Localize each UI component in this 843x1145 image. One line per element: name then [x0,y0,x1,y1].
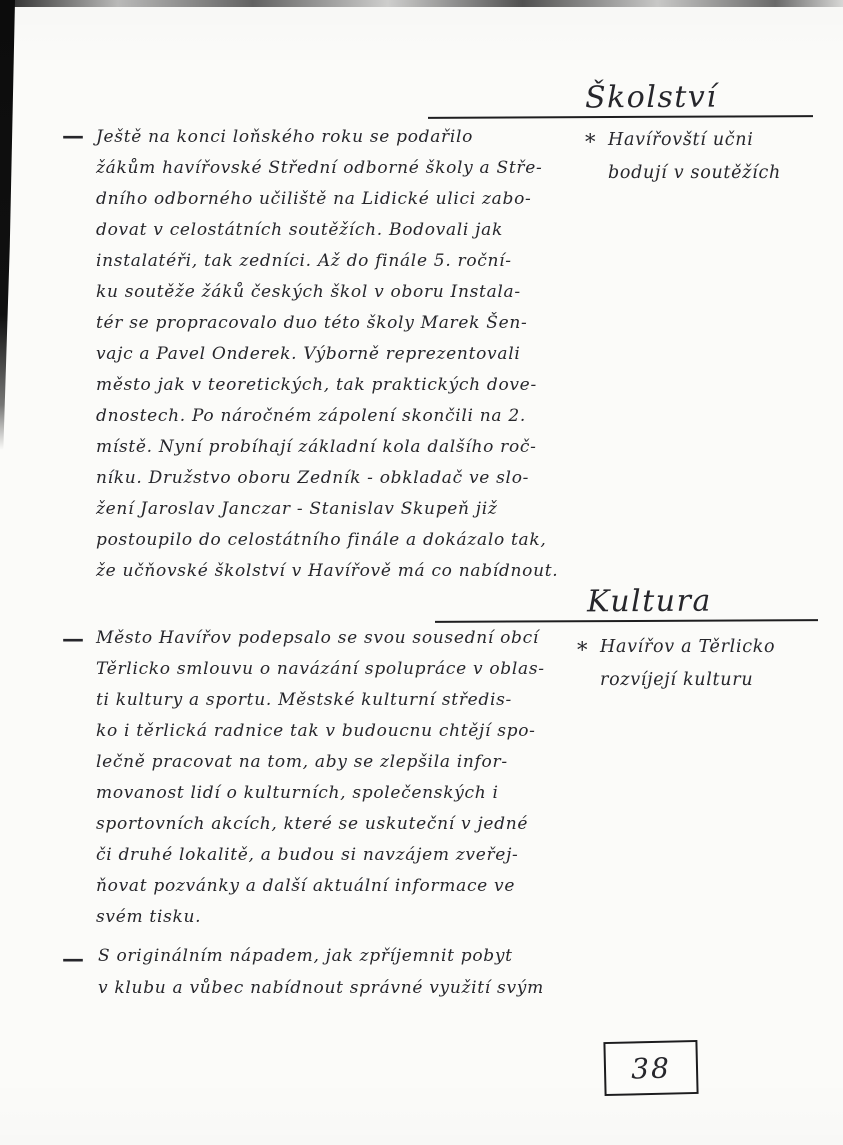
handwritten-line: Město Havířov podepsalo se svou sousední obcí [96,628,539,648]
heading-underline [428,115,813,119]
handwritten-line: Ještě na konci loňského roku se podařilo [96,127,474,147]
handwritten-line: instalatéři, tak zedníci. Až do finále 5. roční- [96,251,512,271]
paragraph-kultura-2 [98,940,544,1004]
handwritten-line: tér se propracovalo duo této školy Marek Šen- [96,313,528,333]
section-heading-kultura: Kultura [586,583,712,620]
bullet-dash: — [62,626,84,652]
section-heading-skolstvi: Školství [584,79,718,116]
margin-note-line: Havířov a Těrlicko [600,637,776,657]
handwritten-line: níku. Družstvo oboru Zedník - obkladač ve slo- [96,468,530,488]
paragraph-skolstvi [96,122,558,587]
handwritten-line: místě. Nyní probíhají základní kola dalšího roč- [96,437,537,457]
margin-note-skolstvi [608,124,781,190]
handwritten-line: postoupilo do celostátního finále a dokázalo tak, [96,530,547,550]
handwritten-line: lečně pracovat na tom, aby se zlepšila infor- [96,752,508,772]
handwritten-line: dního odborného učiliště na Lidické ulici zabo- [96,189,532,209]
handwritten-line: či druhé lokalitě, a budou si navzájem zveřej- [96,845,519,865]
bullet-dash: — [62,123,84,149]
page-number-box [603,1040,698,1096]
handwritten-line: že učňovské školství v Havířově má co nabídnout. [96,561,559,581]
handwritten-line: ti kultury a sportu. Městské kulturní středis- [96,690,512,710]
page-number: 38 [630,1051,672,1085]
handwritten-line: ňovat pozvánky a další aktuální informace ve [96,876,516,896]
scan-edge-left [0,0,15,450]
bullet-dash: — [62,946,84,972]
margin-note-kultura [600,631,775,697]
scan-edge-top [0,0,843,7]
handwritten-line: movanost lidí o kulturních, společenských i [96,783,499,803]
handwritten-line: město jak v teoretických, tak praktických dove- [96,375,537,395]
handwritten-line: sportovních akcích, které se uskuteční v jedné [96,814,529,834]
asterisk-marker: * [577,638,589,662]
paragraph-kultura-1 [96,623,545,933]
handwritten-line: Těrlicko smlouvu o navázání spolupráce v oblas- [96,659,545,679]
asterisk-marker: * [585,130,597,154]
handwritten-line: dovat v celostátních soutěžích. Bodovali jak [96,220,503,240]
handwritten-line: v klubu a vůbec nabídnout správné využití svým [98,978,544,998]
handwritten-line: svém tisku. [96,907,202,927]
handwritten-line: ku soutěže žáků českých škol v oboru Instala- [96,282,521,302]
margin-note-line: rozvíjejí kulturu [600,670,754,690]
handwritten-line: ko i těrlická radnice tak v budoucnu chtějí spo- [96,721,536,741]
handwritten-line: žákům havířovské Střední odborné školy a Stře- [96,158,543,178]
handwritten-line: vajc a Pavel Onderek. Výborně reprezentovali [96,344,521,364]
margin-note-line: Havířovští učni [608,130,754,150]
handwritten-line: dnostech. Po náročném zápolení skončili na 2. [96,406,526,426]
handwritten-line: S originálním nápadem, jak zpříjemnit pobyt [98,946,513,966]
handwritten-line: žení Jaroslav Janczar - Stanislav Skupeň již [96,499,498,519]
margin-note-line: bodují v soutěžích [608,163,781,183]
